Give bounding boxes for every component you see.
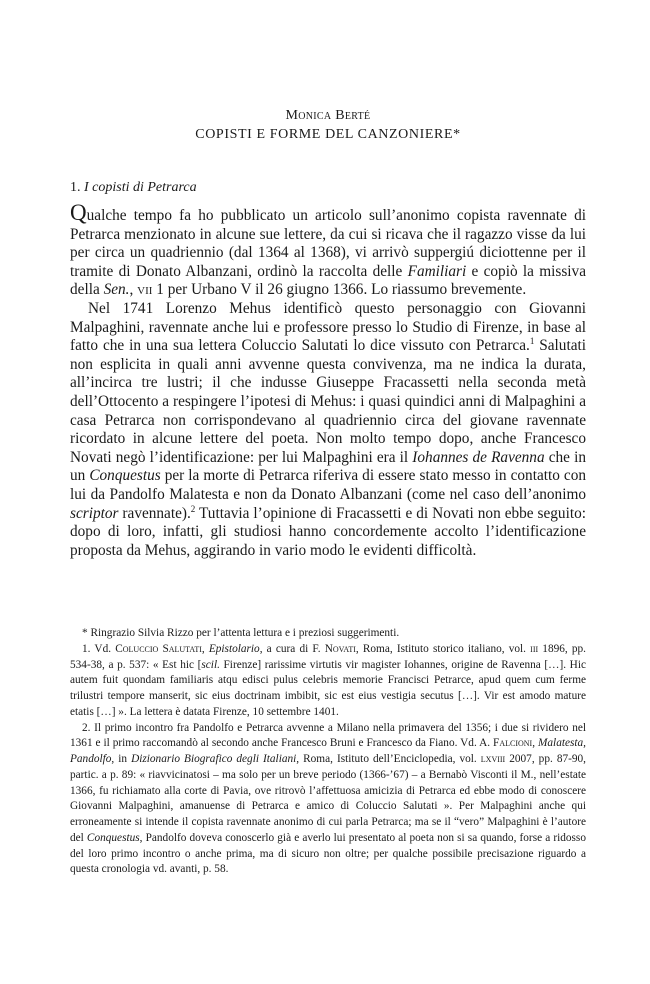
drop-cap: Q: [70, 200, 87, 225]
body-text: [70, 200, 587, 560]
footnote-ref-2[interactable]: 2: [190, 503, 196, 514]
section-heading: [70, 180, 197, 196]
footnote-2: 2. Il primo incontro fra Pandolfo e Petrarca avvenne a Milano nella primavera del 1356; i due si rividero nel 1361 e il primo raccomandò al secondo anche Francesco Bruni e Francesco da Fiano. Vd. A. Falcioni, Malatesta, Pandolfo, in Dizionario Biografico degli Italiani, Roma, Istituto dell’Enciclopedia, vol. lxviii 2007, pp. 87-90, partic. a p. 89: « riavvicinatosi – ma solo per un breve periodo (1366-’67) – a Bernabò Visconti il M., nell’estate 1366, fu richiamato alla corte di Pavia, ove ritrovò l’affettuosa amicizia di Petrarca ed ebbe modo di conoscere Giovanni Malpaghini, amanuense di Petrarca e amico di Coluccio Salutati ». Per Malpaghini anche qui erroneamente si intende il copista ravennate anonimo di cui parla Petrarca; ma se il “vero” Malpaghini è l’autore del Conquestus, Pandolfo doveva conoscerlo già e averlo lui presentato al poeta non si sa quando, forse a ridosso del loro primo incontro o anche prima, ma di sicuro non oltre; per qualche possibile precisazione riguardo a questa cronologia vd. avanti, p. 58.: [70, 721, 587, 876]
footnote-ref-1[interactable]: 1: [529, 336, 535, 347]
footnotes: [70, 626, 586, 878]
paragraph-1: Qualche tempo fa ho pubblicato un articolo sull’anonimo copista ravennate di Petrarca menzionato in alcune sue lettere, da cui si ricava che il ragazzo visse da lui per circa un quadriennio (dal 1364 al 1368), vi arrivò suppergiú diciottenne per il tramite di Donato Albanzani, ordinò la raccolta delle Familiari e copiò la missiva della Sen., vii 1 per Urbano V il 26 giugno 1366. Lo riassumo brevemente.: [70, 200, 586, 299]
footnote-star: * Ringrazio Silvia Rizzo per l’attenta lettura e i preziosi suggerimenti.: [82, 627, 400, 639]
section-title: I copisti di Petrarca: [84, 180, 197, 195]
paragraph-2: Nel 1741 Lorenzo Mehus identificò questo personaggio con Giovanni Malpaghini, ravennate anche lui e professore presso lo Studio di Firenze, in base al fatto che in una sua lettera Coluccio Salutati lo dice vissuto con Petrarca.$^1$ Salutati non esplicita in quali anni avvenne questa convivenza, ma ne indica la durata, all’incirca tre lustri; il che indusse Giuseppe Fracassetti nella seconda metà dell’Ottocento a respingere l’ipotesi di Mehus: i quasi quindici anni di Malpaghini a casa Petrarca non corrispondevano al quadriennio circa del giovane ravennate ricordato in alcune lettere del poeta. Non molto tempo dopo, anche Francesco Novati negò l’identificazione: per lui Malpaghini era il Iohannes de Ravenna che in un Conquestus per la morte di Petrarca riferiva di essere stato messo in contatto con lui da Pandolfo Malatesta e non da Donato Albanzani (come nel caso dell’anonimo scriptor ravennate).$^2$ Tuttavia l’opinione di Fracassetti e di Novati non ebbe seguito: dopo di loro, infatti, gli studiosi hanno concordemente accolto l’identificazione proposta da Mehus, aggirando in vario modo le evidenti difficoltà.: [70, 299, 587, 559]
footnote-1: 1. Vd. Coluccio Salutati, Epistolario, a cura di F. Novati, Roma, Istituto storico italiano, vol. iii 1896, pp. 534-38, a p. 537: « Est hic [scil. Firenze] rarissime virtutis vir magister Iohannes, origine de Ravenna […]. Hic autem fuit quondam familiaris atqu edisci pulus celebris memorie Francisci Petrarce, apud quem cum ferme trilustri tempore manserit, sic eius doctrinam imbibit, sic est eius vestigia secutus […]. Vir est amodo mature etatis […] ». La lettera è datata Firenze, 10 settembre 1401.: [70, 642, 587, 718]
article-title: COPISTI E FORME DEL CANZONIERE*: [195, 127, 461, 142]
section-number: 1.: [70, 180, 81, 195]
author-name: Monica Berté: [285, 108, 371, 123]
